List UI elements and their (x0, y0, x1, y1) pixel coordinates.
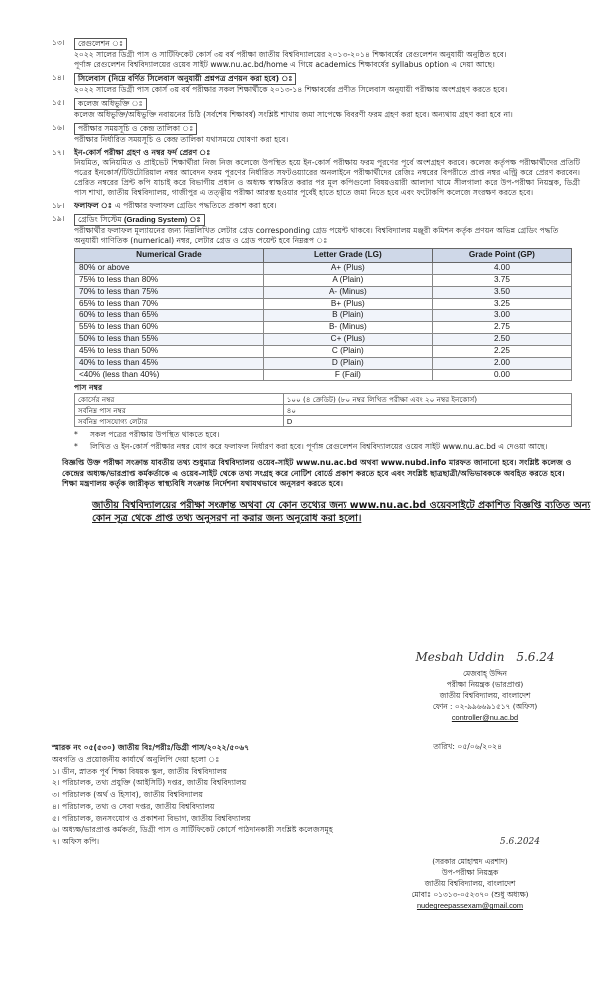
cc-item: ৬। অধ্যক্ষ/ভারপ্রাপ্ত কর্মকর্তা, ডিগ্রী পাস ও সার্টিফিকেট কোর্সে পাঠদানকারী সংশ্লিষ্ট কলেজসমূহ (52, 825, 333, 835)
table-row (75, 416, 572, 427)
section-title: রেগুলেশন ঃ (74, 38, 127, 50)
handwritten-signature (380, 836, 560, 856)
table-cell: 2.00 (432, 357, 571, 369)
controller-signature-block (390, 648, 580, 724)
memo-reference: স্মারক নং ০৫(৫৩০) জাতীয় বিঃ/পরীঃ/ডিগ্রী পাস/২০২২/৫০৬৭ (52, 743, 250, 752)
section-number: ১৮। (52, 201, 65, 211)
table-row (75, 394, 572, 405)
section-grading (52, 214, 580, 452)
column-header: Grade Point (GP) (432, 249, 571, 263)
section-title (74, 73, 296, 85)
table-row (75, 369, 572, 381)
table-row (75, 345, 572, 357)
table-cell: 4.00 (432, 263, 571, 275)
section-title: ফলাফল ঃ (74, 201, 112, 211)
table-cell: 2.75 (432, 322, 571, 334)
table-cell: B- (Minus) (263, 322, 432, 334)
signatory-email[interactable]: controller@nu.ac.bd (451, 713, 519, 723)
table-cell: A (Plain) (263, 274, 432, 286)
notes-list (74, 430, 580, 452)
signatory-name: মেজবাহ্ উদ্দিন (463, 669, 507, 678)
table-cell: ১০০ (৪ ক্রেডিট) (৮০ নম্বর লিখিত পরীক্ষা এবং ২০ নম্বর ইনকোর্স) (283, 394, 571, 405)
table-cell: C+ (Plus) (263, 334, 432, 346)
table-cell: F (Fail) (263, 369, 432, 381)
section-text: ২০২২ সালের ডিগ্রী পাস কোর্স ৩য় বর্ষ পরীক্ষার সকল শিক্ষার্থীকে ২০১৩-১৪ শিক্ষাবর্ষের প্রণীত সিলেবাস অনুযায়ী পরীক্ষায় অংশগ্রহণ করতে হবে। (74, 85, 508, 95)
table-cell: কোর্সের নম্বর (75, 394, 284, 405)
grade-table-header (75, 249, 572, 263)
signature-date: 5.6.24 (516, 650, 555, 664)
column-header: Numerical Grade (75, 249, 264, 263)
section-title-en: (Grading System) ঃ (123, 215, 201, 225)
table-cell: 60% to less than 65% (75, 310, 264, 322)
signatory-title: উপ-পরীক্ষা নিয়ন্ত্রক (441, 868, 499, 878)
table-cell: 3.00 (432, 310, 571, 322)
table-cell: B (Plain) (263, 310, 432, 322)
cc-item: ৭। অফিস কপি। (52, 837, 100, 847)
signatory-phone: ফোন : ০২-৯৯৬৬৯১৫১৭ (অফিস) (432, 702, 538, 712)
section-title: পরীক্ষার সময়সূচি ও কেন্দ্র তালিকা ঃ (74, 123, 197, 135)
section-text: ২০২২ সালের ডিগ্রী পাস ও সার্টিফিকেট কোর্স ৩য় বর্ষ পরীক্ষা জাতীয় বিশ্ববিদ্যালয়ের ২০১৩-২০১৪ শিক্ষাবর্ষের রেগুলেশন অনুযায়ী অনুষ্ঠিত হবে। (74, 50, 507, 60)
notice-warning: বিজ্ঞপ্তি উক্ত পরীক্ষা সংক্রান্ত যাবতীয় তথ্য শুধুমাত্র বিশ্ববিদ্যালয় ওয়েব-সাইট www.nu.ac.bd অথবা www.nubd.info মারফত জানানো হবে। সংশ্লিষ্ট কলেজ ও কেন্দ্রের অধ্যক্ষ/ভারপ্রাপ্ত কর্মকর্তাকে এ ওয়েব-সাইট থেকে তথ্য সংগ্রহ করে নোটিশ বোর্ডে প্রকাশ করতে হবে এবং সংশ্লিষ্ট ছাত্রছাত্রী/অভিভাবককে অবহিত করতে হবে। শিক্ষা মন্ত্রণালয় কর্তৃক জারীকৃত স্বাস্থ্যবিধি সংক্রান্ত নির্দেশনা যথাযথভাবে অনুসরণ করতে হবে। (62, 458, 572, 489)
section-title (74, 214, 205, 226)
table-cell: B+ (Plus) (263, 298, 432, 310)
note-item (74, 442, 580, 452)
important-notice: জাতীয় বিশ্ববিদ্যালয়ের পরীক্ষা সংক্রান্ত অথবা যে কোন তথ্যের জন্য www.nu.ac.bd ওয়েবসাইটে প্রকাশিত বিজ্ঞপ্তি ব্যতিত অন্য কোন সূত্র থেকে প্রাপ্ত তথ্য অনুসরণ না করার জন্য অনুরোধ করা হলো। (92, 499, 591, 524)
table-row (75, 298, 572, 310)
table-row (75, 274, 572, 286)
table-row (75, 357, 572, 369)
memo-date: তারিখ: ০৫/০৬/২০২৪ (433, 742, 502, 751)
section-syllabus (52, 73, 580, 95)
asterisk-icon: * (74, 430, 78, 440)
section-number: ১৬। (52, 123, 65, 133)
memo-intro: অবগতি ও প্রয়োজনীয় কার্যার্থে অনুলিপি দেয়া হলো ঃ (52, 754, 220, 764)
section-number: ১৪। (52, 73, 65, 83)
table-row (75, 310, 572, 322)
cc-item: ৫। পরিচালক, জনসংযোগ ও প্রকাশনা বিভাগ, জাতীয় বিশ্ববিদ্যালয় (52, 813, 251, 823)
table-cell: D (283, 416, 571, 427)
table-cell: 3.75 (432, 274, 571, 286)
table-cell: C (Plain) (263, 345, 432, 357)
grade-table (74, 248, 572, 381)
table-cell: 50% to less than 55% (75, 334, 264, 346)
deputy-signature-block (380, 836, 560, 912)
section-text: পরীক্ষার্থীর ফলাফল মূল্যায়নের জন্য নিম্নলিখিত লেটার গ্রেড corresponding গ্রেড পয়েন্ট থাকবে। বিশ্ববিদ্যালয় মঞ্জুরী কমিশন কর্তৃক প্রণয়ন অভিন্ন গ্রেডিং পদ্ধতি অনুযায়ী গাণিতিক (numerical) নম্বর, লেটার গ্রেড ও গ্রেড পয়েন্ট হবে নিম্নরূপ ঃ (74, 226, 559, 246)
table-cell: 55% to less than 60% (75, 322, 264, 334)
note-item (74, 430, 580, 440)
section-number: ১৫। (52, 98, 65, 108)
section-title-bn: গ্রেডিং সিস্টেম (78, 215, 122, 225)
table-cell: 45% to less than 50% (75, 345, 264, 357)
table-cell: সর্বনিম্ন পাস নম্বর (75, 405, 284, 416)
table-cell: 0.00 (432, 369, 571, 381)
table-row (75, 334, 572, 346)
table-cell: 40% to less than 45% (75, 357, 264, 369)
section-title: কলেজ অধিভুক্তি ঃ (74, 98, 147, 110)
table-row (75, 322, 572, 334)
section-text: কলেজ অধিভুক্তি/অধিভুক্তি নবায়নের চিঠি (সর্বশেষ শিক্ষাবর্ষ) সংশ্লিষ্ট শাখায় জমা সাপেক্ষে বিবরণী ফরম গ্রহণ করা হবে। অন্যথায় গ্রহণ করা হবে না। (74, 110, 513, 120)
note-text: সকল পত্রের পরীক্ষায় উপস্থিত থাকতে হবে। (90, 430, 220, 440)
handwritten-signature (390, 648, 580, 668)
signatory-title: পরীক্ষা নিয়ন্ত্রক (ভারপ্রাপ্ত) (446, 680, 524, 690)
pass-marks-title: পাস নম্বর (74, 383, 103, 393)
section-regulation (52, 38, 580, 70)
table-cell: A+ (Plus) (263, 263, 432, 275)
section-text: নিয়মিত, অনিয়মিত ও প্রাইভেট শিক্ষার্থীরা নিজ নিজ কলেজে উপস্থিত হয়ে ইন-কোর্স পরীক্ষায় ফরম পূরণের পূর্বে অংশগ্রহণ করবে। কলেজ কর্তৃপক্ষ পরীক্ষার্থীদের প্রতিটি পত্রের ইনকোর্স/টিউটোরিয়াল নম্বর আবেদন ফরম পূরণের নির্ধারিত সফটওয়্যারের অনলাইনে পরীক্ষার্থীদের রেজিঃ নম্বরের বিপরীতে প্রাপ্ত নম্বর এন্ট্রি করে প্রেরণ করবেন। প্রেরিত নম্বরের প্রিন্ট কপি যাচাই করে বিভাগীয় প্রধান ও অধ্যক্ষ স্বাক্ষরিত করার পর মূল কপিগুলো বিষয়ওয়ারী আলাদা খামে সীলগালা করে উপ-পরীক্ষা নিয়ন্ত্রক, ডিগ্রী পাস শাখা, জাতীয় বিশ্ববিদ্যালয়, গাজীপুর এ তত্ত্বীয় পরীক্ষা আরম্ভ হওয়ার পূর্বেই হাতে হাতে জমা নিতে হবে এবং ফটোকপি কলেজে সংরক্ষণ করতে হবে। (74, 158, 580, 198)
note-text: লিখিত ও ইন-কোর্স পরীক্ষার নম্বর যোগ করে ফলাফল নির্ধারণ করা হবে। পূর্ণাঙ্গ রেগুলেশন বিশ্ববিদ্যালয়ের ওয়েব সাইট www.nu.ac.bd এ দেওয়া আছে। (90, 442, 548, 452)
section-number: ১৯। (52, 214, 65, 224)
signature-scrawl: Mesbah Uddin (415, 650, 505, 664)
table-cell: 2.25 (432, 345, 571, 357)
signatory-name: (সরকার মোহাম্মদ এরশাদ) (432, 857, 508, 866)
section-number: ১৭। (52, 148, 65, 158)
section-text: পরীক্ষার নির্ধারিত সময়সূচি ও কেন্দ্র তালিকা যথাসময়ে ঘোষণা করা হবে। (74, 135, 289, 145)
table-cell: 2.50 (432, 334, 571, 346)
signatory-email[interactable]: nudegreepassexam@gmail.com (416, 901, 524, 911)
table-cell: সর্বনিম্ন পাসযোগ্য লেটার (75, 416, 284, 427)
section-text: পূর্ণাঙ্গ রেগুলেশন বিশ্ববিদ্যালয়ের ওয়েব সাইট www.nu.ac.bd/home এ গিয়ে academics শিক্ষাবর্ষের syllabus option এ দেয়া আছে। (74, 60, 495, 70)
table-cell: A- (Minus) (263, 286, 432, 298)
section-title: ইন-কোর্স পরীক্ষা গ্রহণ ও নম্বর ফর্দ প্রেরণ ঃ (74, 148, 211, 158)
table-cell: 65% to less than 70% (75, 298, 264, 310)
section-incourse (52, 148, 580, 198)
table-cell: D (Plain) (263, 357, 432, 369)
cc-item: ২। পরিচালক, তথ্য প্রযুক্তি (আইসিটি) দপ্তর, জাতীয় বিশ্ববিদ্যালয় (52, 778, 247, 788)
signatory-org: জাতীয় বিশ্ববিদ্যালয়, বাংলাদেশ (424, 879, 516, 889)
section-result (52, 201, 580, 211)
table-cell: 75% to less than 80% (75, 274, 264, 286)
table-row (75, 263, 572, 275)
section-number: ১৩। (52, 38, 65, 47)
table-cell: 3.25 (432, 298, 571, 310)
section-text: এ পরীক্ষার ফলাফল গ্রেডিং পদ্ধতিতে প্রকাশ করা হবে। (114, 201, 277, 211)
table-cell: <40% (less than 40%) (75, 369, 264, 381)
table-cell: ৪০ (283, 405, 571, 416)
section-affiliation (52, 98, 580, 120)
asterisk-icon: * (74, 442, 78, 452)
column-header: Letter Grade (LG) (263, 249, 432, 263)
cc-item: ১। ডীন, স্নাতক পূর্ব শিক্ষা বিষয়ক স্কুল, জাতীয় বিশ্ববিদ্যালয় (52, 766, 227, 776)
table-row (75, 405, 572, 416)
cc-item: ৪। পরিচালক, তথ্য ও সেবা দপ্তর, জাতীয় বিশ্ববিদ্যালয় (52, 801, 215, 811)
table-cell: 70% to less than 75% (75, 286, 264, 298)
cc-item: ৩। পরিচালক (অর্থ ও হিসাব), জাতীয় বিশ্ববিদ্যালয় (52, 790, 203, 800)
signatory-phone: মোবাঃ ০১৩১৩-০৫২৩৭০ (শুধু অধ্যক্ষ) (411, 890, 529, 900)
signature-date: 5.6.2024 (499, 837, 540, 847)
memo-block (52, 742, 432, 848)
section-schedule (52, 123, 580, 145)
table-cell: 80% or above (75, 263, 264, 275)
signatory-org: জাতীয় বিশ্ববিদ্যালয়, বাংলাদেশ (439, 691, 531, 701)
pass-marks-table (74, 393, 572, 427)
section-title-text: সিলেবাস (নিম্নে বর্ণিত সিলেবাস অনুযায়ী প্রশ্নপত্র প্রণয়ন করা হবে) ঃ (74, 73, 296, 85)
table-cell: 3.50 (432, 286, 571, 298)
table-row (75, 286, 572, 298)
